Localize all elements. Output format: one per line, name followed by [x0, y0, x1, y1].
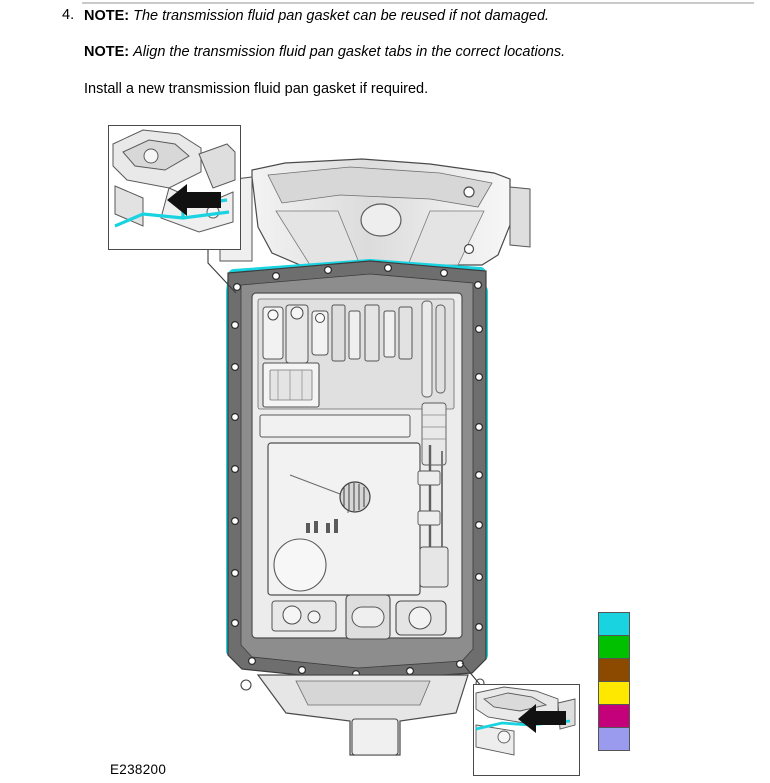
color-swatch-legend: [598, 612, 630, 751]
inset-lower-svg: [474, 685, 577, 773]
swatch-yellow: [599, 682, 629, 705]
swatch-cyan: [599, 613, 629, 636]
filter-screen: [340, 482, 370, 512]
note-paragraph-1: [84, 6, 549, 26]
instruction-paragraph: Install a new transmission fluid pan gasket if required.: [84, 81, 429, 97]
valve-body-assembly: [252, 293, 462, 639]
step-number: 4.: [62, 7, 75, 23]
wiring-connector-block: [263, 363, 319, 407]
figure-id: E238200: [110, 762, 167, 777]
swatch-periwinkle: [599, 728, 629, 750]
note-label: NOTE:: [84, 8, 130, 24]
note-body: Align the transmission fluid pan gasket tabs in the correct locations.: [133, 44, 566, 60]
swatch-magenta: [599, 705, 629, 728]
fluid-filter-plate: [268, 443, 420, 595]
transmission-case-upper: [220, 159, 530, 265]
gasket-tab-detail-upper: [108, 125, 241, 250]
note-label: NOTE:: [84, 44, 130, 60]
swatch-brown: [599, 659, 629, 682]
header-divider: [82, 2, 754, 4]
note-paragraph-2: [84, 42, 565, 62]
transmission-case-lower: [241, 675, 484, 755]
gasket-tab-detail-lower: [473, 684, 580, 776]
note-body: The transmission fluid pan gasket can be reused if not damaged.: [133, 8, 550, 24]
inset-upper-svg: [109, 126, 238, 247]
swatch-green: [599, 636, 629, 659]
